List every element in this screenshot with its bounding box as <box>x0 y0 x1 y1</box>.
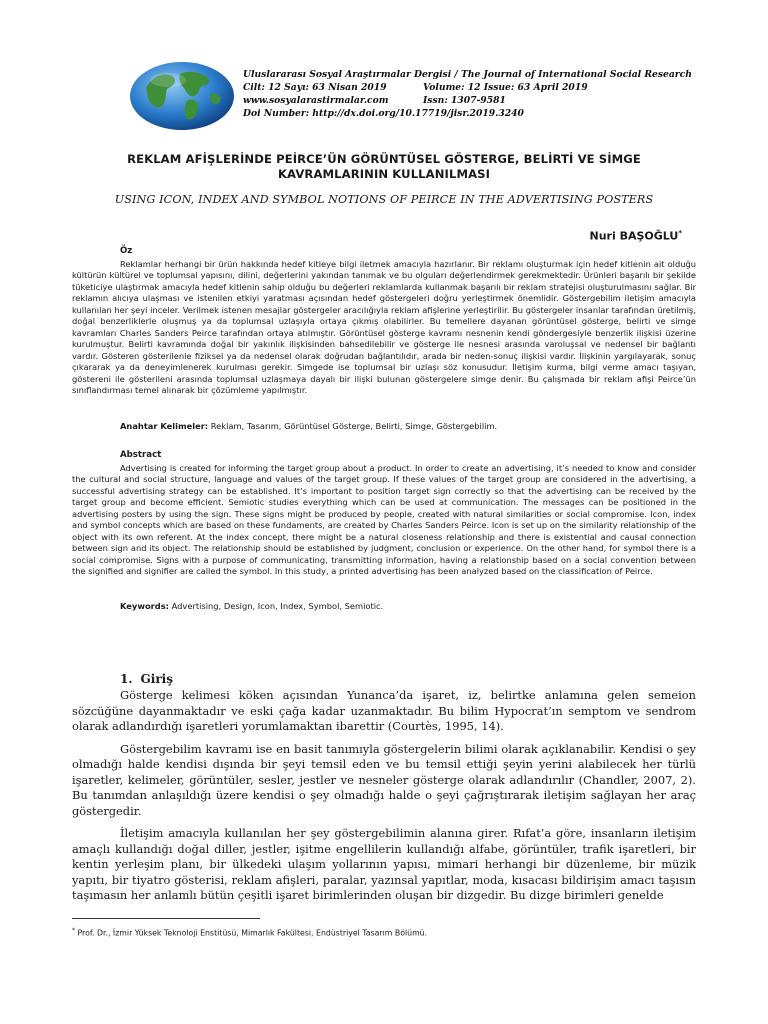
website-link[interactable]: www.sosyalarastirmalar.com <box>243 95 389 106</box>
issue-tr: Cilt: 12 Sayı: 63 Nisan 2019 <box>243 82 387 93</box>
section-title: Giriş <box>140 672 173 686</box>
intro-paragraph-2: Göstergebilim kavramı ise en basit tanımıyla göstergelerin bilimi olarak açıklanabilir. Kendisi o şey olmadığı halde kendisi dışında bir şeyi temsil eden ve bu temsil ettiği şeyin yerini alabilecek her türlü işaretler, kelimeler, görüntüler, sesler, jestler ve nesneler gösterge olarak adlandırılır (Chandler, 2007, 2). Bu tanımdan anlaşıldığı üzere kendisi o şey olmadığı halde o şeyi çağrıştırarak iletişim sağlayan her araç göstergedir. <box>72 741 696 818</box>
oz-text: Reklamlar herhangi bir ürün hakkında hedef kitleye bilgi iletmek amacıyla hazırlanır. Bir reklamı oluşturmak için hedef kitlenin ait olduğu kültürün kültürel ve toplumsal yapısını, dilini, değerlerini yakından tanımak ve bu olguları değerlendirmek gerekmektedir. Ürünleri başarılı bir şekilde tüketiciye ulaştırmak amacıyla hedef kitlenin sahip olduğu bu değerleri reklamlarda kullanmak başarılı bir reklam stratejisi oluşturulmasını sağlar. Bir reklamın alıcıya ulaşması ve istenilen etkiyi yaratması açısından hedef göstergeleri doğru yerleştirmek önemlidir. Göstergebilim iletişim amacıyla kullanılan her şeyi inceler. Verilmek istenen mesajlar göstergeler aracılığıyla reklam afişlerine yerleştirilir. Bu göstergeler insanlar tarafından üretilmiş, doğal benzerliklerle oluşmuş ya da toplumsal uzlaşıyla ortaya çıkmış olabilirler. Bu temellere dayanan görüntüsel gösterge, belirti ve simge kavramları Charles Sanders Peirce tarafından ortaya atılmıştır. Görüntüsel gösterge kavramı nesnenin kendi göndergesiyle benzerlik ilişkisi üzerine kurulmuştur. Belirti kavramında doğal bir yakınlık ilişkisinden bahsedilebilir ve gösterge ile nesnesi arasında varoluşsal ve nedensel bir bağlantı vardır. Gösteren gösterilenle fiziksel ya da nedensel olarak doğrudan bağlantılıdır, arada bir neden-sonuç ilişkisi vardır. İlişkinin yargılayarak, sonuç çıkararak ya da deneyimlenerek kurulması gerekir. Simgede ise toplumsal bir uzlaşı söz konusudur. İletişim kurma, bilgi verme amacı taşıyan, göstereni ile gösterileni arasında toplumsal uzlaşmaya dayalı bir ilişki bulunan göstergelere simge denir. Bu çalışmada bir reklam afişi Peirce’ün sınıflandırması temel alınarak bir çözümleme yapılmıştır. <box>72 259 696 395</box>
oz-heading: Öz <box>120 246 133 256</box>
footnote: * Prof. Dr., İzmir Yüksek Teknoloji Enstitüsü, Mimarlık Fakültesi, Endüstriyel Tasarım Bölümü. <box>72 927 428 938</box>
intro-paragraph-1: Gösterge kelimesi köken açısından Yunanca’da işaret, iz, belirtke anlamına gelen semeion sözcüğüne dayanmaktadır ve eski çağa kadar uzanmaktadır. Bu bilim Hypocrat’ın semptom ve sendrom olarak adlandırdığı işaretleri yorumlamaktan ibarettir (Courtès, 1995, 14). <box>72 688 696 733</box>
paper-title-en: USING ICON, INDEX AND SYMBOL NOTIONS OF PEIRCE IN THE ADVERTISING POSTERS <box>114 193 654 206</box>
issn: Issn: 1307-9581 <box>423 95 506 106</box>
issue-en: Volume: 12 Issue: 63 April 2019 <box>423 82 588 93</box>
oz-keywords: Anahtar Kelimeler: Reklam, Tasarım, Görüntüsel Gösterge, Belirti, Simge, Göstergebilim. <box>120 421 498 431</box>
abstract-text: Advertising is created for informing the target group about a product. In order to create an advertising, it’s needed to know and consider the cultural and social structure, language and values of the target group. If these values of the target group are considered in the advertising, a successful advertising strategy can be established. It’s important to position target sign correctly so that the advertising can be received by the target group and become efficient. Semiotic studies everything which can be used at communication. The messages can be positioned in the advertising posters by using the sign. These signs might be produced by people, created with natural similarities or social compromise. Icon, index and symbol concepts which are based on these fundaments, are created by Charles Sanders Peirce. Icon is set up on the similarity relationship of the object with its own referent. At the index concept, there might be a natural closeness relationship and there is existential and causal connection between sign and its object. The relationship should be established by judgment, conclusion or experience. On the other hand, for symbol there is a social compromise. Signs with a purpose of communicating, transmitting information, having a relationship based on a social convention between the signified and signifier are called the symbol. In this study, a printed advertising has been analyzed based on the classification of Peirce. <box>72 463 696 577</box>
doi-link[interactable]: Doi Number: http://dx.doi.org/10.17719/jisr.2019.3240 <box>243 108 524 119</box>
abstract-keywords: Keywords: Advertising, Design, Icon, Index, Symbol, Semiotic. <box>120 601 384 611</box>
author-name: Nuri BAŞOĞLU* <box>589 229 682 243</box>
author-footnote-mark: * <box>678 229 682 237</box>
abstract-heading: Abstract <box>120 450 162 460</box>
paper-title-tr <box>78 152 690 182</box>
journal-name: Uluslararası Sosyal Araştırmalar Dergisi / The Journal of International Social Research <box>243 69 692 80</box>
intro-paragraph-3: İletişim amacıyla kullanılan her şey göstergebilimin alanına girer. Rıfat’a göre, insanların iletişim amaçlı kullandığı doğal diller, jestler, işitme engellilerin kullandığı alfabe, görüntüler, trafik işaretleri, bir kentin yerleşim planı, bir ülkedeki ulaşım yollarının yapısı, mimari herhangi bir düzenleme, bir müzik yapıtı, bir tiyatro gösterisi, reklam afişleri, paralar, yazınsal yapıtlar, moda, kısacası bildirişim amacı taşısın taşımasın her anlamlı bütün çeşitli işaret birimlerinden oluşan bir dizgedir. Bu dizge birimleri genelde <box>72 826 696 902</box>
footnote-divider <box>72 918 260 919</box>
footnote-mark: * <box>72 927 75 934</box>
intro-body <box>72 688 696 911</box>
journal-info <box>243 68 743 120</box>
title-line-1: REKLAM AFİŞLERİNDE PEİRCE’ÜN GÖRÜNTÜSEL GÖSTERGE, BELİRTİ VE SİMGE <box>127 152 641 166</box>
globe-icon <box>128 60 236 132</box>
section-number: 1. <box>120 672 133 686</box>
journal-header <box>128 60 728 160</box>
title-line-2: KAVRAMLARININ KULLANILMASI <box>277 167 491 181</box>
section-heading-intro <box>120 672 173 686</box>
